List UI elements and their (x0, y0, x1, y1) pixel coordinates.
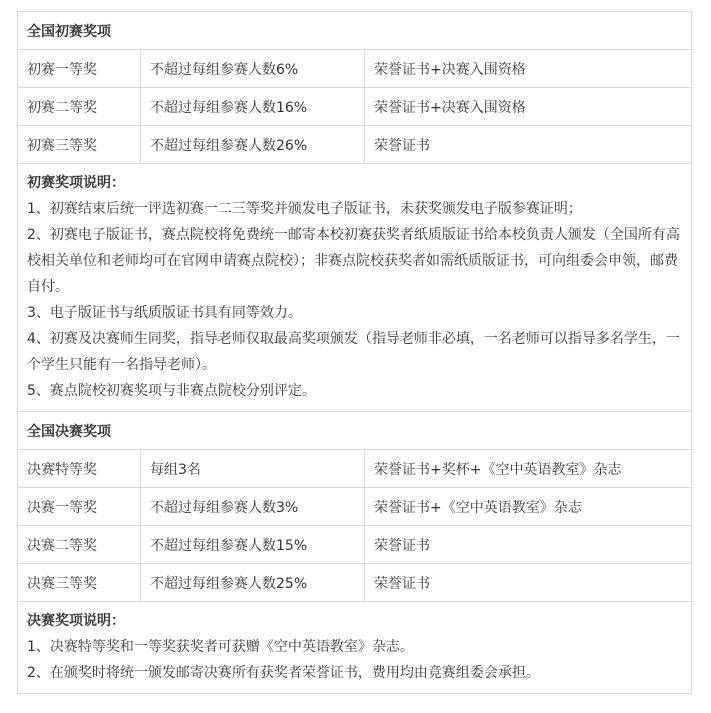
prelim-header: 全国初赛奖项 (18, 12, 692, 50)
final-header-row (18, 412, 692, 450)
award-reward: 荣誉证书 (365, 126, 692, 164)
prelim-notes (18, 164, 692, 412)
final-notes-row (18, 602, 692, 694)
table-row (18, 450, 692, 488)
award-reward: 荣誉证书 (365, 526, 692, 564)
award-quota: 不超过每组参赛人数26% (141, 126, 365, 164)
award-quota: 不超过每组参赛人数15% (141, 526, 365, 564)
award-reward: 荣誉证书+《空中英语教室》杂志 (365, 488, 692, 526)
table-row (18, 488, 692, 526)
table-row (18, 564, 692, 602)
award-quota: 不超过每组参赛人数16% (141, 88, 365, 126)
award-name: 初赛二等奖 (18, 88, 141, 126)
award-name: 决赛二等奖 (18, 526, 141, 564)
note-line: 1、决赛特等奖和一等奖获奖者可获赠《空中英语教室》杂志。 (27, 639, 414, 655)
award-reward: 荣誉证书+决赛入围资格 (365, 50, 692, 88)
awards-document (17, 11, 691, 694)
table-row (18, 50, 692, 88)
note-line: 4、初赛及决赛师生同奖，指导老师仅取最高奖项颁发（指导老师非必填，一名老师可以指导多名学生，一个学生只能有一名指导老师）。 (27, 331, 680, 373)
award-reward: 荣誉证书+决赛入围资格 (365, 88, 692, 126)
note-line: 2、初赛电子版证书，赛点院校将免费统一邮寄本校初赛获奖者纸质版证书给本校负责人颁发（全国所有高校相关单位和老师均可在官网申请赛点院校）；非赛点院校获奖者如需纸质版证书，可向组委会申领，邮费自付。 (27, 227, 680, 295)
note-line: 5、赛点院校初赛奖项与非赛点院校分别评定。 (27, 383, 316, 399)
award-quota: 不超过每组参赛人数3% (141, 488, 365, 526)
final-header: 全国决赛奖项 (18, 412, 692, 450)
award-name: 初赛三等奖 (18, 126, 141, 164)
award-name: 决赛特等奖 (18, 450, 141, 488)
note-line: 3、电子版证书与纸质版证书具有同等效力。 (27, 305, 302, 321)
awards-table (17, 11, 692, 694)
award-name: 决赛一等奖 (18, 488, 141, 526)
note-line: 1、初赛结束后统一评选初赛一二三等奖并颁发电子版证书，未获奖颁发电子版参赛证明； (27, 201, 582, 217)
award-reward: 荣誉证书 (365, 564, 692, 602)
award-quota: 每组3名 (141, 450, 365, 488)
prelim-notes-row (18, 164, 692, 412)
final-notes-title: 决赛奖项说明： (27, 613, 125, 629)
award-quota: 不超过每组参赛人数6% (141, 50, 365, 88)
prelim-header-row (18, 12, 692, 50)
table-row (18, 526, 692, 564)
award-name: 决赛三等奖 (18, 564, 141, 602)
award-reward: 荣誉证书+奖杯+《空中英语教室》杂志 (365, 450, 692, 488)
note-line: 2、在颁奖时将统一颁发邮寄决赛所有获奖者荣誉证书，费用均由竞赛组委会承担。 (27, 665, 540, 681)
final-notes (18, 602, 692, 694)
prelim-notes-title: 初赛奖项说明： (27, 175, 125, 191)
table-row (18, 88, 692, 126)
award-name: 初赛一等奖 (18, 50, 141, 88)
award-quota: 不超过每组参赛人数25% (141, 564, 365, 602)
table-row (18, 126, 692, 164)
